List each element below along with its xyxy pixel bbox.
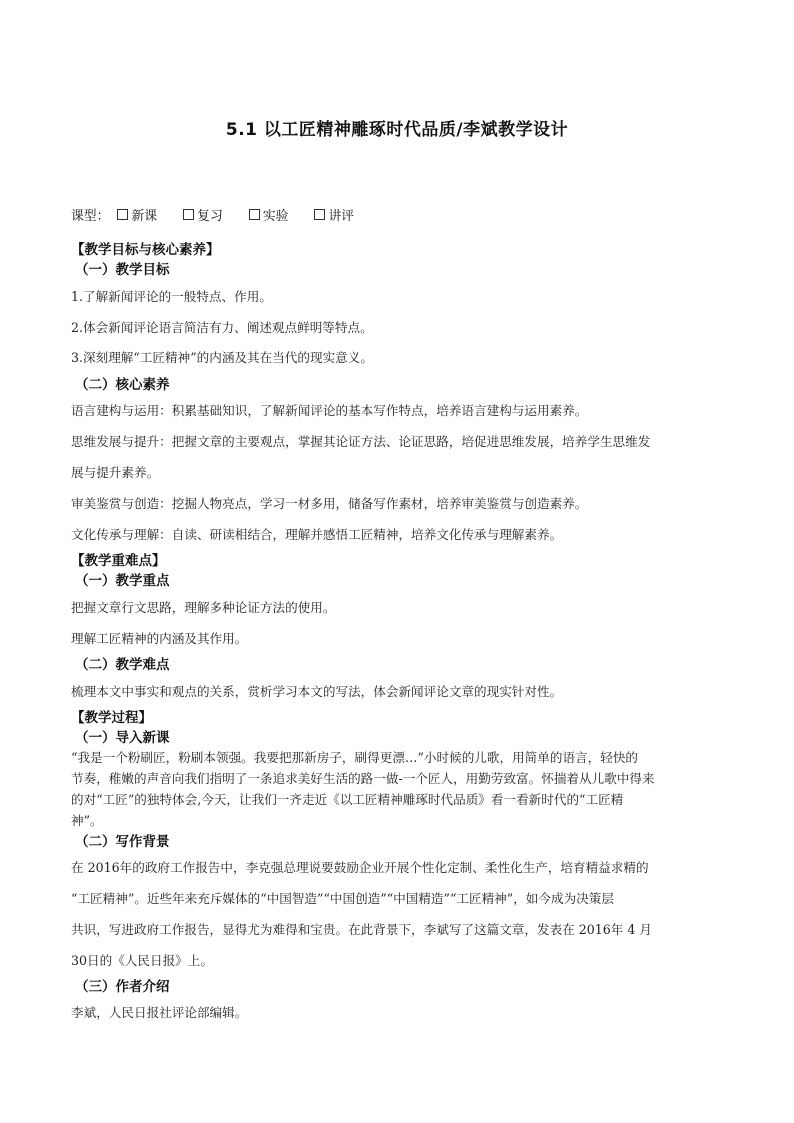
intro-line: 的对“工匠”的独特体会,今天，让我们一齐走近《以工匠精神雕琢时代品质》看一看新时代的“工匠精 — [71, 792, 624, 807]
subheading-difficult-points: （二）教学难点 — [75, 657, 170, 673]
option-lecture[interactable]: 讲评 — [314, 209, 354, 225]
course-type-row — [71, 209, 376, 225]
background-line: 共识，写进政府工作报告，显得尤为难得和宝贵。在此背景下，李斌写了这篇文章，发表在 2016年 4 月 — [71, 922, 653, 937]
literacy-item: 思维发展与提升：把握文章的主要观点，掌握其论证方法、论证思路，培促进思维发展，培养学生思维发 — [71, 434, 651, 449]
option-new-lesson[interactable]: 新课 — [117, 209, 157, 225]
background-line: 30日的《人民日报》上。 — [71, 953, 213, 968]
background-line: 在 2016年的政府工作报告中，李克强总理说要鼓励企业开展个性化定制、柔性化生产，培育精益求精的 — [71, 860, 649, 875]
goal-item: 1.了解新闻评论的一般特点、作用。 — [71, 289, 272, 304]
option-experiment[interactable]: 实验 — [249, 209, 289, 225]
intro-line: 神”。 — [71, 813, 103, 828]
section-heading-process: 【教学过程】 — [71, 710, 152, 726]
option-review[interactable]: 复习 — [183, 209, 223, 225]
goal-item: 2.体会新闻评论语言简洁有力、阐述观点鲜明等特点。 — [71, 320, 373, 335]
subheading-key-points: （一）教学重点 — [75, 573, 170, 589]
key-point-item: 把握文章行文思路，理解多种论证方法的使用。 — [71, 600, 336, 615]
subheading-core-literacy: （二）核心素养 — [75, 377, 170, 393]
author-line: 李斌，人民日报社评论部编辑。 — [71, 1005, 248, 1020]
section-heading-goals: 【教学目标与核心素养】 — [71, 242, 220, 258]
literacy-item-continued: 展与提升素养。 — [71, 465, 160, 480]
subheading-author: （三）作者介绍 — [75, 979, 170, 995]
course-type-label: 课型： — [71, 209, 110, 224]
background-line: “工匠精神”。近些年来充斥媒体的“中国智造”“中国创造”“中国精造”“工匠精神”，如今成为决策层 — [71, 891, 614, 906]
intro-line: “我是一个粉刷匠，粉刷本领强。我要把那新房子，刷得更漂…”小时候的儿歌，用简单的语言，轻快的 — [71, 750, 639, 765]
section-heading-keypoints: 【教学重难点】 — [71, 553, 166, 569]
difficult-point-item: 梳理本文中事实和观点的关系，赏析学习本文的写法，体会新闻评论文章的现实针对性。 — [71, 684, 563, 699]
key-point-item: 理解工匠精神的内涵及其作用。 — [71, 631, 248, 646]
goal-item: 3.深刻理解“工匠精神”的内涵及其在当代的现实意义。 — [71, 350, 373, 365]
literacy-item: 文化传承与理解：自读、研读相结合，理解并感悟工匠精神，培养文化传承与理解素养。 — [71, 527, 563, 542]
literacy-item: 语言建构与运用：积累基础知识，了解新闻评论的基本写作特点，培养语言建构与运用素养。 — [71, 403, 588, 418]
literacy-item: 审美鉴赏与创造：挖掘人物亮点，学习一材多用，储备写作素材，培养审美鉴赏与创造素养。 — [71, 496, 588, 511]
intro-line: 节奏，稚嫩的声音向我们指明了一条追求美好生活的路一做-一个匠人，用勤劳致富。怀揣着从儿歌中得来 — [71, 771, 655, 786]
subheading-background: （二）写作背景 — [75, 834, 170, 850]
document-title: 5.1 以工匠精神雕琢时代品质/李斌教学设计 — [225, 120, 569, 140]
subheading-introduction: （一）导入新课 — [75, 730, 170, 746]
subheading-teaching-goals: （一）教学目标 — [75, 262, 170, 278]
checkbox-icon[interactable] — [183, 209, 194, 220]
checkbox-icon[interactable] — [117, 209, 128, 220]
checkbox-icon[interactable] — [314, 209, 325, 220]
checkbox-icon[interactable] — [249, 209, 260, 220]
